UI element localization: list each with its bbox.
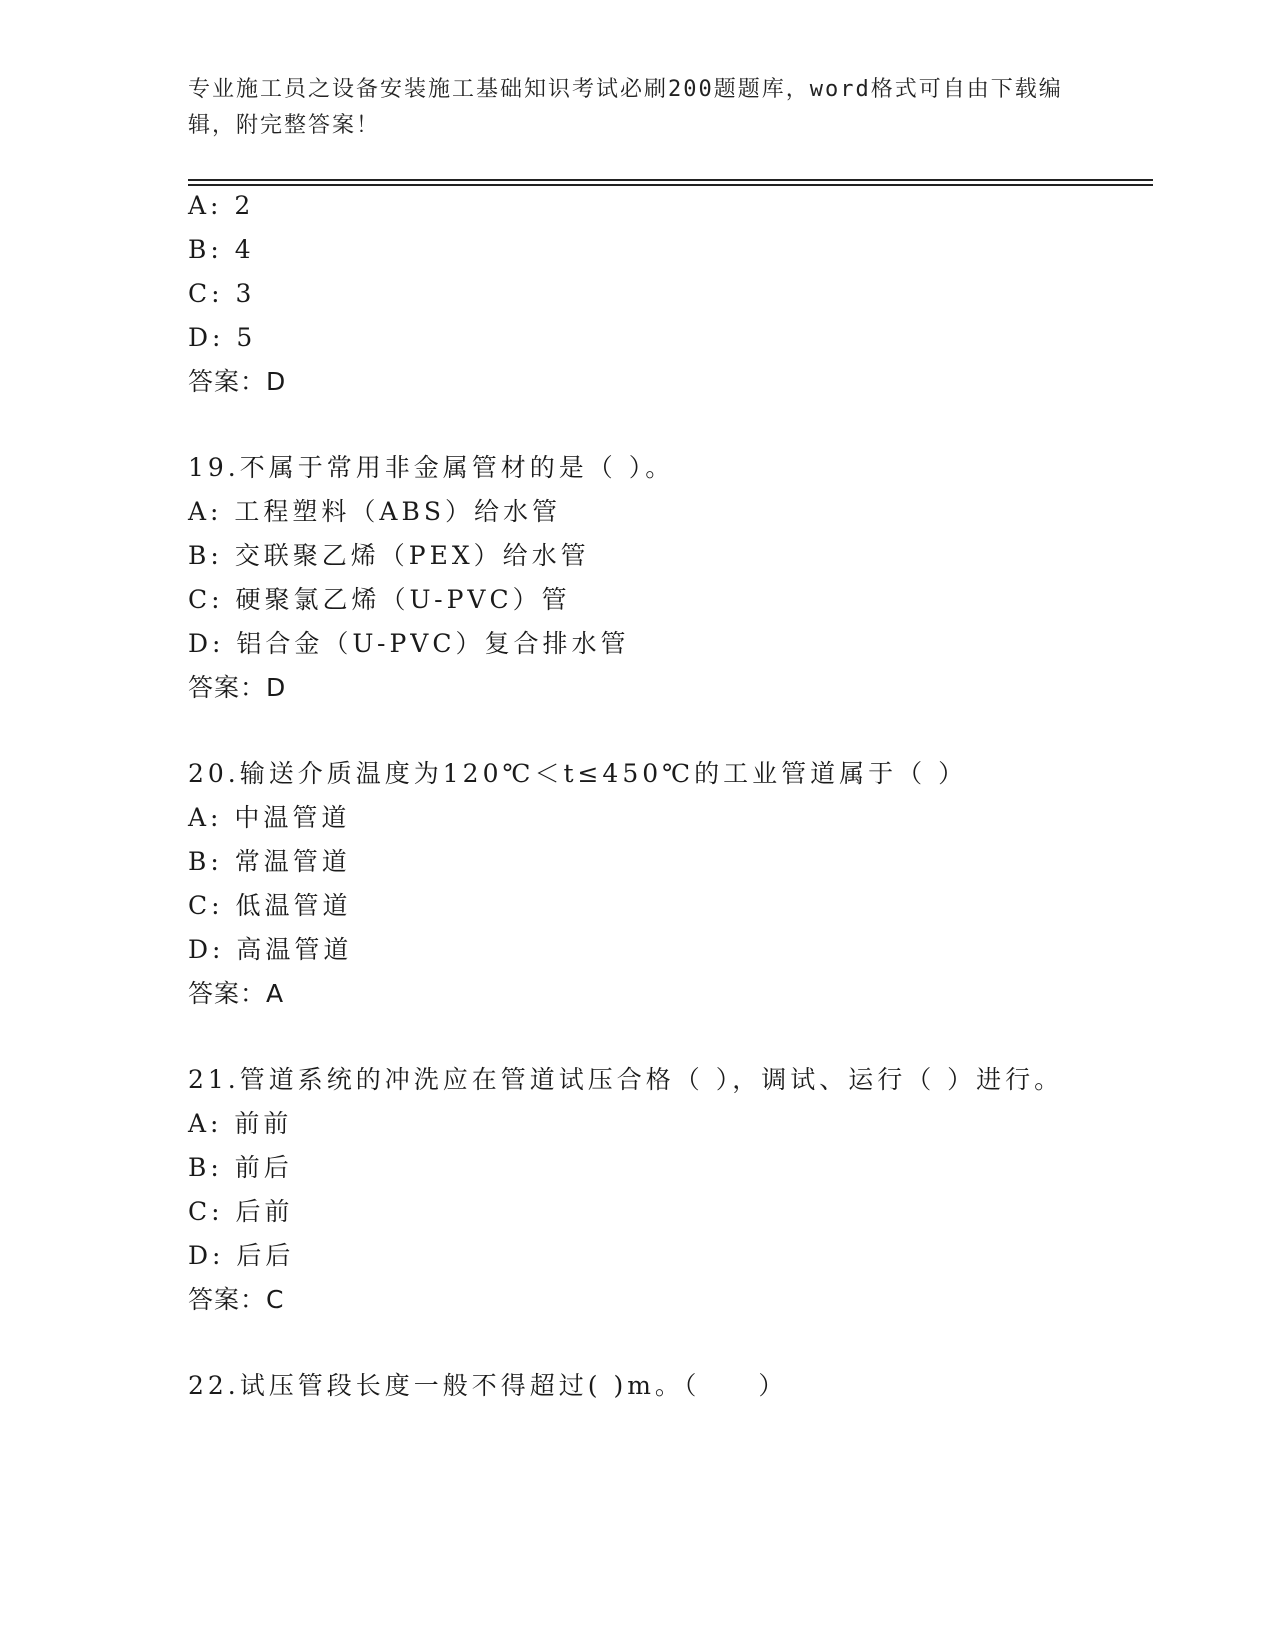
question-19-option-c: C: 硬聚氯乙烯（U-PVC）管 [188, 585, 571, 614]
question-19-option-a: A: 工程塑料（ABS）给水管 [188, 497, 561, 526]
question-19-option-d: D: 铝合金（U-PVC）复合排水管 [188, 629, 630, 658]
question-19-answer: 答案：D [188, 673, 287, 702]
question-20-stem: 20.输送介质温度为120℃＜t≤450℃的工业管道属于（ ） [188, 759, 968, 788]
question-20-option-d: D: 高温管道 [188, 935, 353, 964]
question-19-option-b: B: 交联聚乙烯（PEX）给水管 [188, 541, 590, 570]
question-21-answer: 答案：C [188, 1285, 285, 1314]
question-20-answer: 答案：A [188, 979, 285, 1008]
prev-answer: 答案：D [188, 367, 287, 396]
prev-option-c: C: 3 [188, 279, 256, 308]
header-divider-bottom [188, 184, 1153, 186]
question-19-stem: 19.不属于常用非金属管材的是（ ）。 [188, 453, 675, 482]
prev-option-d: D: 5 [188, 323, 257, 352]
question-20-option-c: C: 低温管道 [188, 891, 352, 920]
question-21-option-d: D: 后后 [188, 1241, 295, 1270]
document-header: 专业施工员之设备安装施工基础知识考试必刷200题题库，word格式可自由下载编辑，附完整答案！ [188, 77, 1063, 138]
question-20-option-a: A: 中温管道 [188, 803, 351, 832]
question-21-option-a: A: 前前 [188, 1109, 293, 1138]
question-21-option-b: B: 前后 [188, 1153, 293, 1182]
question-20-option-b: B: 常温管道 [188, 847, 351, 876]
question-21-stem: 21.管道系统的冲洗应在管道试压合格（ ），调试、运行（ ）进行。 [188, 1065, 1064, 1094]
prev-option-b: B: 4 [188, 235, 255, 264]
question-21-option-c: C: 后前 [188, 1197, 294, 1226]
question-22-stem: 22.试压管段长度一般不得超过( )m。（ ） [188, 1371, 788, 1400]
prev-option-a: A: 2 [188, 191, 255, 220]
header-divider-top [188, 179, 1153, 181]
